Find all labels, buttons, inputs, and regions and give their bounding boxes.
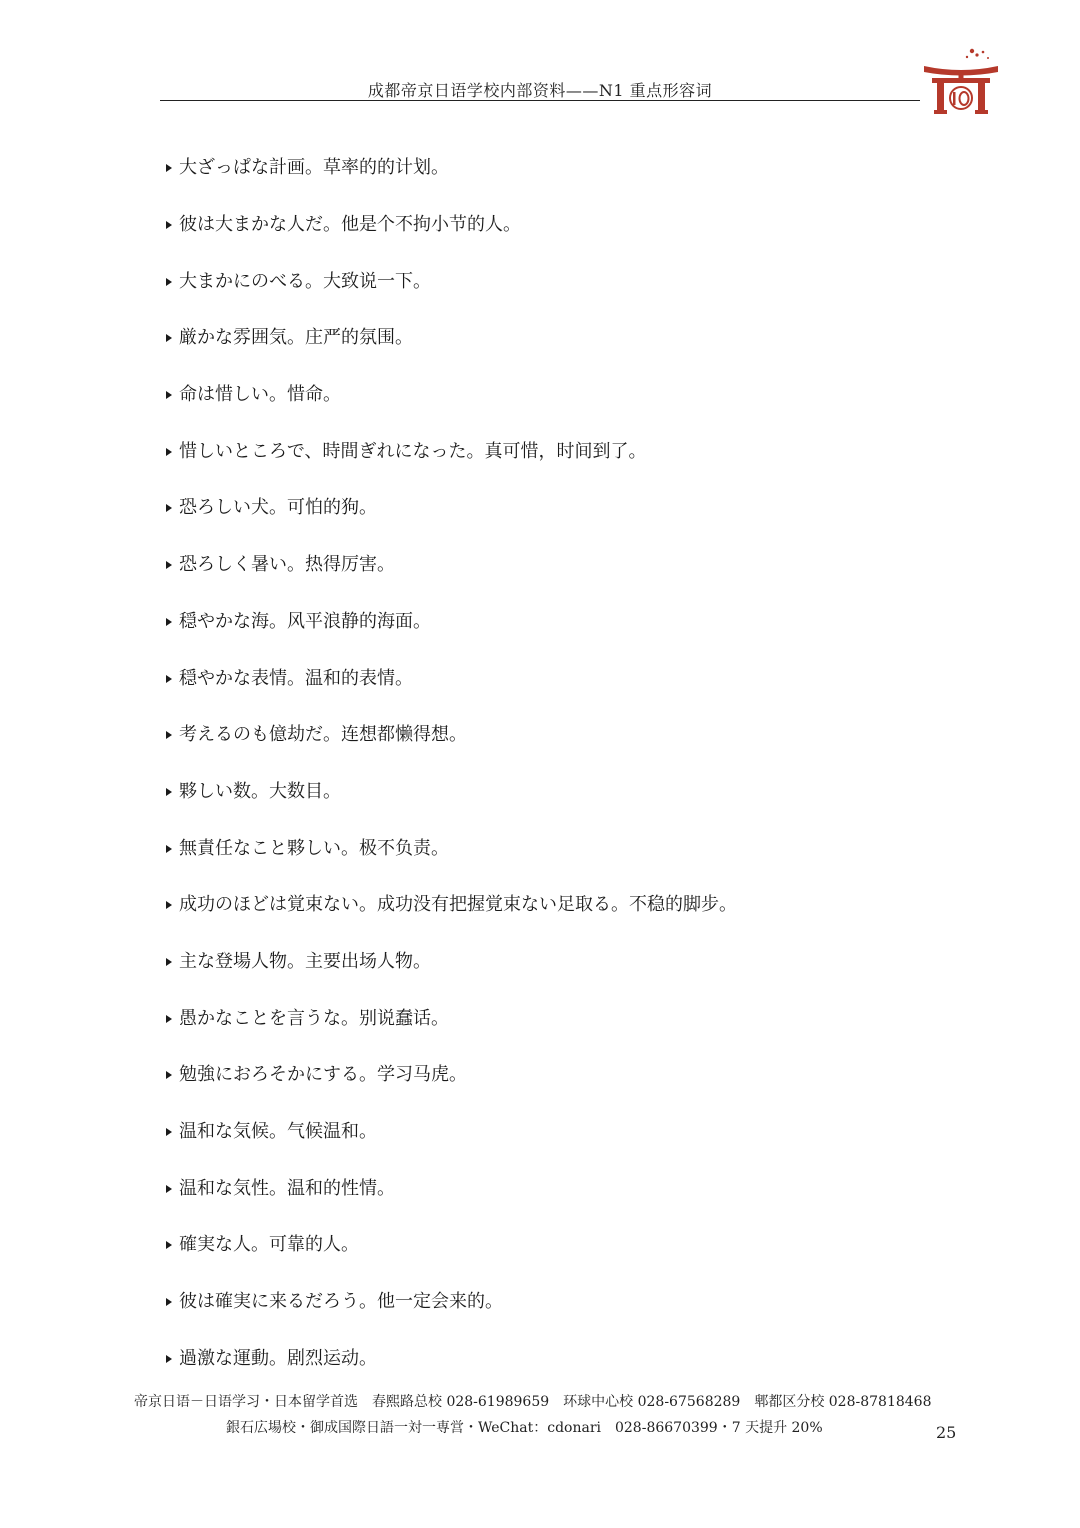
triangle-bullet-icon [166, 1128, 172, 1136]
triangle-bullet-icon [166, 391, 172, 399]
triangle-bullet-icon [166, 901, 172, 909]
triangle-bullet-icon [166, 278, 172, 286]
triangle-bullet-icon [166, 334, 172, 342]
triangle-bullet-icon [166, 788, 172, 796]
triangle-bullet-icon [166, 958, 172, 966]
list-item [166, 594, 986, 651]
list-item-text: 恐ろしい犬。可怕的狗。 [179, 497, 377, 519]
footer-contact-line-1: 帝京日语－日语学习・日本留学首选 春熙路总校 028-61989659 环球中心校 028-67568289 郫都区分校 028-87818468 [134, 1394, 932, 1410]
list-item-text: 厳かな雰囲気。庄严的氛围。 [179, 327, 413, 349]
triangle-bullet-icon [166, 731, 172, 739]
list-item [166, 367, 986, 424]
list-item [166, 934, 986, 991]
list-item-text: 惜しいところで、時間ぎれになった。真可惜，时间到了。 [179, 440, 647, 462]
list-item [166, 197, 986, 254]
list-item-text: 大まかにのべる。大致说一下。 [179, 270, 431, 292]
triangle-bullet-icon [166, 448, 172, 456]
triangle-bullet-icon [166, 504, 172, 512]
list-item-text: 成功のほどは覚束ない。成功没有把握覚束ない足取る。不稳的脚步。 [179, 894, 737, 916]
list-item [166, 537, 986, 594]
triangle-bullet-icon [166, 164, 172, 172]
triangle-bullet-icon [166, 1355, 172, 1363]
list-item-text: 穏やかな表情。温和的表情。 [179, 667, 413, 689]
list-item [166, 253, 986, 310]
triangle-bullet-icon [166, 1015, 172, 1023]
list-item [166, 310, 986, 367]
list-item [166, 1217, 986, 1274]
triangle-bullet-icon [166, 1071, 172, 1079]
list-item-text: 大ざっぱな計画。草率的的计划。 [179, 157, 449, 179]
list-item [166, 1274, 986, 1331]
list-item [166, 1160, 986, 1217]
list-item-text: 確実な人。可靠的人。 [179, 1234, 359, 1256]
list-item [166, 877, 986, 934]
list-item [166, 707, 986, 764]
header-divider [160, 100, 920, 101]
triangle-bullet-icon [166, 221, 172, 229]
list-item-text: 温和な気性。温和的性情。 [179, 1177, 395, 1199]
list-item [166, 140, 986, 197]
triangle-bullet-icon [166, 618, 172, 626]
list-item-text: 過激な運動。剧烈运动。 [179, 1347, 377, 1369]
list-item [166, 480, 986, 537]
triangle-bullet-icon [166, 845, 172, 853]
triangle-bullet-icon [166, 1241, 172, 1249]
list-item-text: 愚かなことを言うな。别说蠢话。 [179, 1007, 449, 1029]
list-item-text: 恐ろしく暑い。热得厉害。 [179, 554, 395, 576]
list-item [166, 764, 986, 821]
list-item-text: 命は惜しい。惜命。 [179, 384, 341, 406]
list-item-text: 勉強におろそかにする。学习马虎。 [179, 1064, 467, 1086]
triangle-bullet-icon [166, 1185, 172, 1193]
triangle-bullet-icon [166, 1298, 172, 1306]
list-item-text: 夥しい数。大数目。 [179, 780, 341, 802]
footer-contact-line-2: 銀石広場校・御成国際日語一対一専営・WeChat：cdonari 028-86670399・7 天提升 20% [226, 1420, 823, 1436]
page-header-title: 成都帝京日语学校内部资料——N1 重点形容词 [367, 81, 713, 100]
list-item-text: 無責任なこと夥しい。极不负责。 [179, 837, 449, 859]
phrase-list [166, 140, 986, 1387]
list-item [166, 1047, 986, 1104]
list-item-text: 考えるのも億劫だ。连想都懒得想。 [179, 724, 467, 746]
list-item-text: 彼は確実に来るだろう。他一定会来的。 [179, 1291, 503, 1313]
triangle-bullet-icon [166, 561, 172, 569]
list-item-text: 彼は大まかな人だ。他是个不拘小节的人。 [179, 214, 521, 236]
triangle-bullet-icon [166, 675, 172, 683]
list-item-text: 温和な気候。气候温和。 [179, 1121, 377, 1143]
torii-gate-logo-icon [920, 44, 1002, 116]
list-item [166, 650, 986, 707]
list-item-text: 穏やかな海。风平浪静的海面。 [179, 610, 431, 632]
list-item [166, 423, 986, 480]
list-item [166, 820, 986, 877]
list-item [166, 990, 986, 1047]
list-item [166, 1104, 986, 1161]
list-item [166, 1330, 986, 1387]
list-item-text: 主な登場人物。主要出场人物。 [179, 950, 431, 972]
page-number: 25 [936, 1423, 957, 1442]
